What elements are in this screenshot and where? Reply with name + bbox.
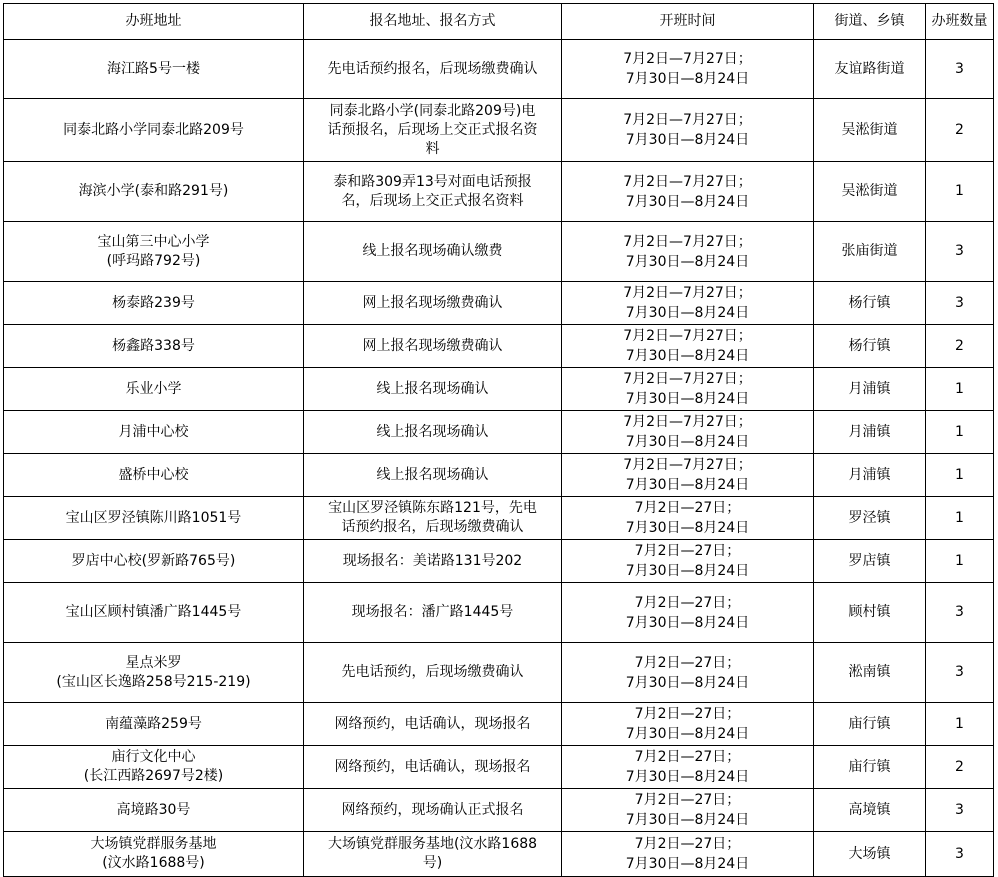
cell-registration-line: 同泰北路小学(同泰北路209号)电	[329, 102, 536, 119]
cell-address	[4, 643, 304, 703]
cell-address	[4, 222, 304, 282]
table-row	[4, 643, 994, 703]
cell-street: 月浦镇	[814, 454, 926, 497]
cell-street: 高境镇	[814, 789, 926, 832]
cell-address	[4, 832, 304, 877]
cell-address	[4, 40, 304, 99]
cell-time	[562, 282, 814, 325]
cell-time-line: 7月2日—27日；	[634, 792, 741, 808]
cell-address-line: 宝山区顾村镇潘广路1445号	[65, 604, 242, 620]
cell-street: 淞南镇	[814, 643, 926, 703]
cell-registration-line: 网络预约，电话确认，现场报名	[334, 758, 531, 775]
cell-time-line: 7月2日—7月27日；	[623, 414, 752, 430]
cell-time	[562, 497, 814, 540]
cell-time-line: 7月2日—27日；	[634, 706, 741, 722]
cell-time-line: 7月2日—27日；	[634, 594, 741, 611]
cell-street: 大场镇	[814, 832, 926, 877]
cell-street: 杨行镇	[814, 325, 926, 368]
cell-registration	[304, 162, 562, 222]
cell-address-line: 月浦中心校	[118, 423, 189, 440]
table-row	[4, 368, 994, 411]
cell-registration	[304, 540, 562, 583]
table-row	[4, 411, 994, 454]
cell-street: 顾村镇	[814, 583, 926, 643]
cell-time	[562, 222, 814, 282]
cell-time-line: 7月30日—8月24日	[625, 726, 750, 742]
cell-street: 友谊路街道	[814, 40, 926, 99]
cell-count: 1	[926, 411, 994, 454]
cell-time-line: 7月30日—8月24日	[625, 391, 750, 407]
cell-registration-line: 线上报名现场确认	[376, 380, 489, 397]
cell-registration-line: 先电话预约，后现场缴费确认	[341, 664, 524, 680]
cell-street: 月浦镇	[814, 411, 926, 454]
cell-time	[562, 162, 814, 222]
cell-address-line: (长江西路2697号2楼)	[83, 768, 224, 784]
cell-time-line: 7月2日—7月27日；	[623, 371, 752, 387]
cell-registration	[304, 99, 562, 162]
header-registration: 报名地址、报名方式	[304, 4, 562, 40]
cell-time	[562, 746, 814, 789]
cell-street: 吴淞街道	[814, 162, 926, 222]
table-row	[4, 583, 994, 643]
cell-registration	[304, 832, 562, 877]
cell-time-line: 7月30日—8月24日	[625, 434, 750, 450]
table-row	[4, 40, 994, 99]
cell-address-line: 星点米罗	[125, 654, 182, 671]
cell-registration	[304, 222, 562, 282]
cell-address-line: (汶水路1688号)	[102, 855, 205, 871]
cell-time-line: 7月2日—27日；	[634, 500, 741, 516]
cell-time-line: 7月2日—7月27日；	[623, 328, 752, 344]
cell-time	[562, 789, 814, 832]
cell-address-line: (呼玛路792号)	[106, 252, 201, 269]
cell-street: 杨行镇	[814, 282, 926, 325]
cell-time-line: 7月30日—8月24日	[625, 563, 750, 579]
cell-address-line: 杨鑫路338号	[112, 337, 195, 354]
cell-address	[4, 703, 304, 746]
header-count: 办班数量	[926, 4, 994, 40]
table-body	[4, 40, 994, 877]
table-row	[4, 282, 994, 325]
cell-time-line: 7月2日—7月27日；	[623, 112, 752, 128]
cell-registration	[304, 282, 562, 325]
table-row	[4, 540, 994, 583]
cell-registration-line: 话预报名，后现场上交正式报名资	[327, 121, 538, 138]
cell-registration	[304, 643, 562, 703]
table-row	[4, 99, 994, 162]
cell-time	[562, 540, 814, 583]
cell-registration	[304, 411, 562, 454]
cell-registration-line: 网上报名现场缴费确认	[362, 337, 503, 354]
cell-time	[562, 583, 814, 643]
cell-time-line: 7月30日—8月24日	[625, 614, 750, 631]
table-row	[4, 222, 994, 282]
header-street: 街道、乡镇	[814, 4, 926, 40]
cell-registration	[304, 325, 562, 368]
header-time: 开班时间	[562, 4, 814, 40]
cell-time-line: 7月30日—8月24日	[625, 856, 750, 872]
table-row	[4, 703, 994, 746]
cell-time-line: 7月30日—8月24日	[625, 132, 750, 148]
cell-time-line: 7月2日—7月27日；	[623, 285, 752, 301]
cell-time-line: 7月30日—8月24日	[625, 193, 750, 210]
cell-address	[4, 540, 304, 583]
cell-address	[4, 325, 304, 368]
cell-count: 1	[926, 540, 994, 583]
cell-registration-line: 线上报名现场确认	[376, 466, 489, 483]
cell-address	[4, 583, 304, 643]
class-schedule-table	[3, 3, 994, 877]
cell-count: 3	[926, 789, 994, 832]
cell-street: 吴淞街道	[814, 99, 926, 162]
cell-time-line: 7月30日—8月24日	[625, 71, 750, 87]
cell-address	[4, 282, 304, 325]
cell-count: 3	[926, 222, 994, 282]
cell-registration-line: 网络预约，现场确认正式报名	[341, 801, 524, 818]
cell-count: 1	[926, 454, 994, 497]
cell-registration-line: 料	[425, 140, 440, 157]
cell-address	[4, 411, 304, 454]
cell-registration-line: 线上报名现场确认	[376, 423, 489, 440]
cell-registration-line: 现场报名：美诺路131号202	[342, 552, 523, 569]
cell-address	[4, 746, 304, 789]
cell-address-line: 杨泰路239号	[112, 294, 195, 311]
cell-address	[4, 789, 304, 832]
cell-registration	[304, 746, 562, 789]
cell-address-line: 宝山区罗泾镇陈川路1051号	[65, 509, 242, 526]
cell-address-line: 高境路30号	[116, 801, 191, 818]
cell-time	[562, 368, 814, 411]
cell-time-line: 7月2日—27日；	[634, 543, 741, 559]
cell-address	[4, 99, 304, 162]
cell-count: 3	[926, 282, 994, 325]
cell-address-line: 海江路5号一楼	[107, 60, 200, 77]
table-row	[4, 162, 994, 222]
cell-time-line: 7月30日—8月24日	[625, 253, 750, 270]
table-row	[4, 454, 994, 497]
cell-time	[562, 40, 814, 99]
cell-count: 1	[926, 368, 994, 411]
cell-time-line: 7月2日—27日；	[634, 654, 741, 671]
cell-time	[562, 703, 814, 746]
cell-registration-line: 宝山区罗泾镇陈东路121号，先电	[328, 500, 537, 516]
cell-address-line: 庙行文化中心	[111, 749, 196, 765]
table-header-row	[4, 4, 994, 40]
cell-registration-line: 先电话预约报名，后现场缴费确认	[327, 60, 538, 77]
cell-count: 3	[926, 583, 994, 643]
cell-street: 张庙街道	[814, 222, 926, 282]
cell-registration-line: 线上报名现场确认缴费	[362, 243, 503, 259]
cell-count: 1	[926, 162, 994, 222]
cell-street: 月浦镇	[814, 368, 926, 411]
cell-registration-line: 泰和路309弄13号对面电话预报	[333, 173, 532, 190]
cell-time	[562, 99, 814, 162]
cell-count: 1	[926, 497, 994, 540]
cell-count: 3	[926, 832, 994, 877]
cell-registration-line: 话预约报名，后现场缴费确认	[341, 519, 524, 535]
cell-address-line: 海滨小学(泰和路291号)	[78, 183, 229, 199]
cell-address-line: 宝山第三中心小学	[97, 233, 210, 250]
cell-registration-line: 大场镇党群服务基地(汶水路1688	[327, 836, 538, 852]
cell-address-line: 罗店中心校(罗新路765号)	[71, 552, 236, 569]
cell-street: 罗店镇	[814, 540, 926, 583]
table-row	[4, 497, 994, 540]
cell-time-line: 7月2日—7月27日；	[623, 233, 752, 250]
cell-registration	[304, 583, 562, 643]
cell-street: 庙行镇	[814, 703, 926, 746]
cell-time-line: 7月30日—8月24日	[625, 305, 750, 321]
cell-address-line: 盛桥中心校	[118, 466, 189, 483]
cell-count: 2	[926, 325, 994, 368]
cell-time	[562, 325, 814, 368]
cell-address	[4, 454, 304, 497]
cell-time-line: 7月2日—7月27日；	[623, 173, 752, 190]
cell-count: 3	[926, 643, 994, 703]
cell-street: 罗泾镇	[814, 497, 926, 540]
cell-registration	[304, 703, 562, 746]
cell-time-line: 7月2日—7月27日；	[623, 51, 752, 67]
cell-count: 2	[926, 99, 994, 162]
cell-time	[562, 454, 814, 497]
table-row	[4, 746, 994, 789]
cell-time-line: 7月30日—8月24日	[625, 348, 750, 364]
cell-address	[4, 368, 304, 411]
table-row	[4, 325, 994, 368]
cell-time-line: 7月2日—27日；	[634, 836, 741, 852]
cell-time-line: 7月30日—8月24日	[625, 477, 750, 493]
cell-registration	[304, 497, 562, 540]
cell-address	[4, 162, 304, 222]
cell-time-line: 7月30日—8月24日	[625, 812, 750, 828]
cell-registration-line: 名，后现场上交正式报名资料	[341, 192, 524, 209]
cell-time-line: 7月30日—8月24日	[625, 520, 750, 536]
cell-address-line: 南蕴藻路259号	[105, 715, 202, 732]
cell-registration	[304, 789, 562, 832]
cell-address-line: 大场镇党群服务基地	[90, 836, 217, 852]
cell-count: 1	[926, 703, 994, 746]
cell-time	[562, 832, 814, 877]
header-address: 办班地址	[4, 4, 304, 40]
cell-registration	[304, 454, 562, 497]
cell-time-line: 7月2日—7月27日；	[623, 457, 752, 473]
table-row	[4, 789, 994, 832]
cell-count: 2	[926, 746, 994, 789]
cell-address-line: 同泰北路小学同泰北路209号	[63, 121, 244, 138]
cell-registration-line: 网上报名现场缴费确认	[362, 294, 503, 311]
cell-time	[562, 643, 814, 703]
cell-count: 3	[926, 40, 994, 99]
cell-registration-line: 号)	[422, 855, 443, 871]
cell-address-line: (宝山区长逸路258号215-219)	[56, 673, 251, 690]
cell-registration	[304, 368, 562, 411]
cell-time-line: 7月30日—8月24日	[625, 674, 750, 691]
cell-registration-line: 网络预约，电话确认，现场报名	[334, 715, 531, 732]
cell-registration-line: 现场报名：潘广路1445号	[351, 604, 514, 620]
cell-street: 庙行镇	[814, 746, 926, 789]
cell-time-line: 7月30日—8月24日	[625, 769, 750, 785]
table-row	[4, 832, 994, 877]
cell-time	[562, 411, 814, 454]
cell-registration	[304, 40, 562, 99]
cell-time-line: 7月2日—27日；	[634, 749, 741, 765]
cell-address-line: 乐业小学	[125, 380, 182, 397]
cell-address	[4, 497, 304, 540]
